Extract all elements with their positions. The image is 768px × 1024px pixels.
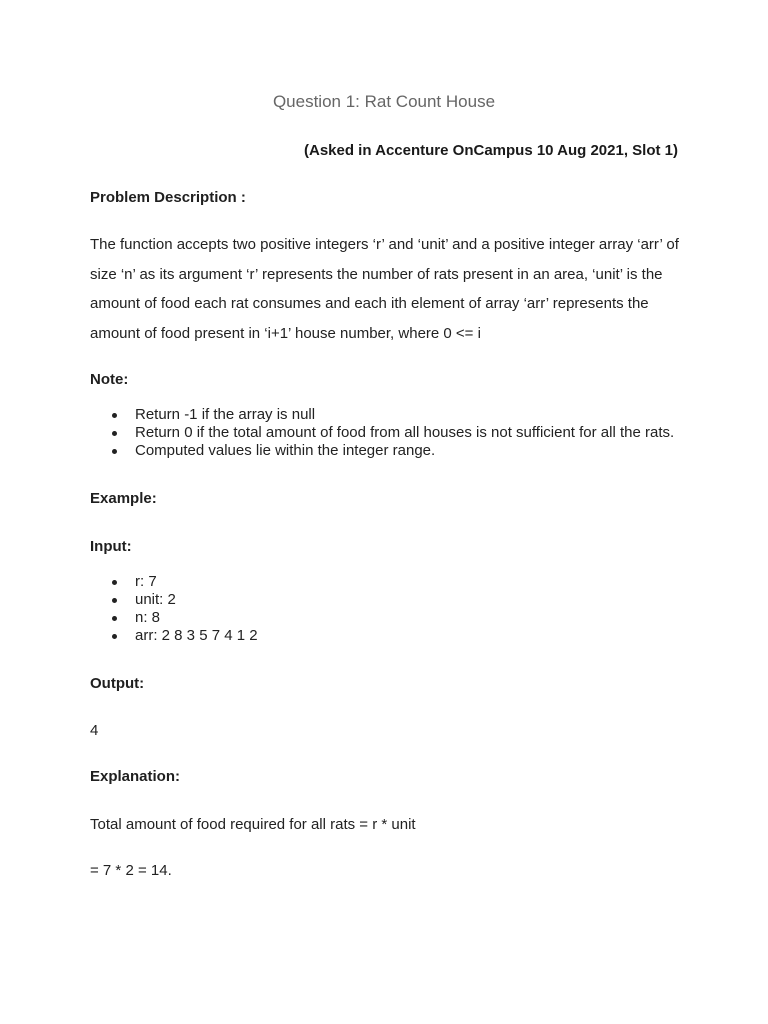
bullet-icon	[112, 431, 117, 436]
note-heading: Note:	[90, 371, 129, 388]
problem-description-text: The function accepts two positive integers ‘r’ and ‘unit’ and a positive integer array ‘arr’ of size ‘n’ as its argument ‘r’ represents the number of rats present in an area, ‘unit’ is the amount of food each rat consumes and each ith element of array ‘arr’ represents the amount of food present in ‘i+1’ house number, where 0 <= i	[90, 236, 679, 342]
note-text: Return 0 if the total amount of food from all houses is not sufficient for all the rats.	[135, 424, 675, 441]
note-list	[90, 406, 730, 460]
bullet-icon	[112, 580, 117, 585]
bullet-icon	[112, 634, 117, 639]
input-text: n: 8	[135, 609, 161, 626]
output-heading: Output:	[90, 675, 145, 692]
problem-description-heading: Problem Description :	[90, 189, 246, 206]
note-text: Return -1 if the array is null	[135, 406, 316, 423]
list-item	[90, 424, 730, 442]
list-item	[90, 609, 730, 627]
list-item	[90, 442, 730, 460]
input-heading: Input:	[90, 538, 132, 555]
input-text: unit: 2	[135, 591, 176, 608]
list-item	[90, 406, 730, 424]
input-text: r: 7	[135, 573, 157, 590]
explanation-heading: Explanation:	[90, 768, 181, 785]
example-heading: Example:	[90, 490, 157, 507]
question-title: Question 1: Rat Count House	[272, 92, 496, 111]
list-item	[90, 627, 730, 645]
explanation-line-1: Total amount of food required for all rats = r * unit	[90, 816, 416, 833]
note-text: Computed values lie within the integer range.	[135, 442, 436, 459]
list-item	[90, 591, 730, 609]
list-item	[90, 573, 730, 591]
bullet-icon	[112, 413, 117, 418]
question-source: (Asked in Accenture OnCampus 10 Aug 2021, Slot 1)	[304, 142, 678, 159]
input-list	[90, 573, 730, 645]
bullet-icon	[112, 598, 117, 603]
output-value: 4	[90, 722, 99, 739]
bullet-icon	[112, 616, 117, 621]
input-text: arr: 2 8 3 5 7 4 1 2	[135, 627, 258, 644]
bullet-icon	[112, 449, 117, 454]
explanation-line-2: = 7 * 2 = 14.	[90, 862, 172, 879]
